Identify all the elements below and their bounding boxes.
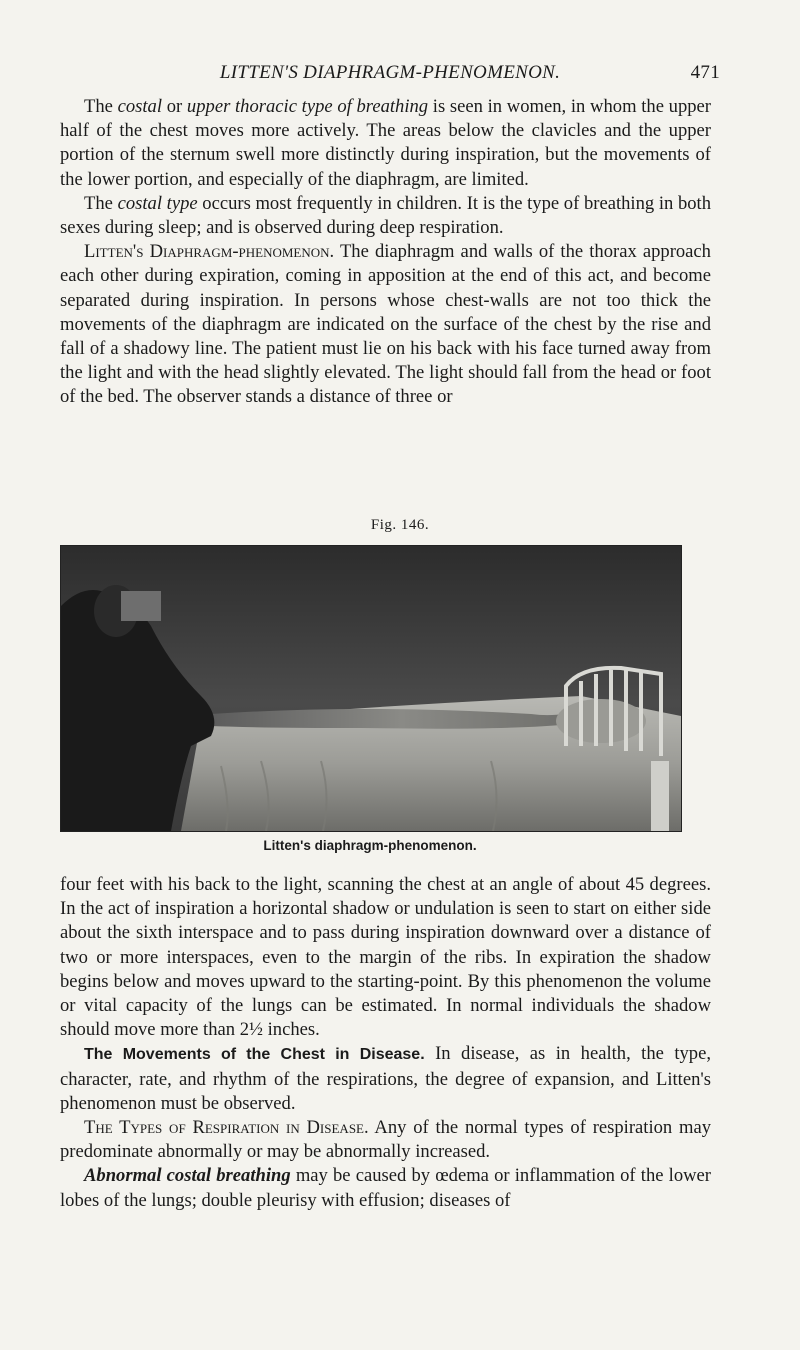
figure-caption: Litten's diaphragm-phenomenon. [263,838,477,853]
italic-term: costal [117,96,163,117]
paragraph-types-disease [60,1116,711,1164]
text-run: occurs most frequently in children. It is the type of breathing in both sexes during sleep; and is observed during deep respiration. [60,192,712,239]
text-run: or [162,96,187,117]
paragraph-movements-disease [60,1042,711,1116]
text-run: is seen in women, in whom the upper half of the chest moves more actively. The areas below the clavicles and the upper portion of the sternum swell more distinctly during inspiration, but the movements of the lower portion, and especially of the diaphragm, are limited. [60,96,711,190]
section-heading: Abnormal costal breathing [84,1165,291,1187]
page-header [60,62,720,92]
text-run: The [84,96,118,117]
figure-label: Fig. 146. [370,517,430,533]
text-run: may be caused by œdema or inflammation of the lower lobes of the lungs; double pleurisy with effusion; diseases of [60,1165,711,1211]
paragraph-costal-children [60,192,711,240]
text-run: Any of the normal types of respiration may predominate abnormally or may be abnormally increased. [60,1117,711,1163]
text-run: In disease, as in health, the type, character, rate, and rhythm of the respirations, the degree of expansion, and Litten's phenomenon must be observed. [60,1043,711,1114]
paragraph-costal-type [60,95,711,192]
figure-photograph [60,545,682,832]
paragraph-abnormal-costal [60,1164,711,1212]
paragraph-litten-phenomenon [60,240,711,409]
section-heading: Litten's Diaphragm-phenomenon. [84,241,335,263]
page-number: 471 [690,62,720,83]
italic-term: upper thoracic type of breathing [186,96,429,117]
text-block-top [60,95,711,410]
running-title: LITTEN'S DIAPHRAGM-PHENOMENON. [219,62,561,83]
text-run: four feet with his back to the light, scanning the chest at an angle of about 45 degrees. In the act of inspiration a horizontal shadow or undulation is seen to start on either side about the sixth interspace and to pass during inspiration downward over a distance of two or more interspaces, even to the margin of the ribs. In expiration the shadow begins below and moves upward to the starting-point. By this phenomenon the volume or vital capacity of the lungs can be estimated. In normal individuals the shadow should move more than 2½ inches. [60,874,711,1041]
text-run: The diaphragm and walls of the thorax approach each other during expiration, coming in apposition at the end of this act, and become separated during inspiration. In persons whose chest-walls are not too thick the movements of the diaphragm are indicated on the surface of the chest by the rise and fall of a shadowy line. The patient must lie on his back with his face turned away from the light and with the head slightly elevated. The light should fall from the head or foot of the bed. The observer stands a distance of three or [60,241,711,408]
italic-term: costal type [117,192,198,214]
text-block-bottom [60,873,711,1213]
paragraph-observer [60,873,711,1042]
section-heading: The Types of Respiration in Disease. [84,1117,369,1139]
text-run: The [84,192,118,214]
section-heading: The Movements of the Chest in Disease. [84,1046,425,1064]
photograph-illustration [61,546,681,831]
